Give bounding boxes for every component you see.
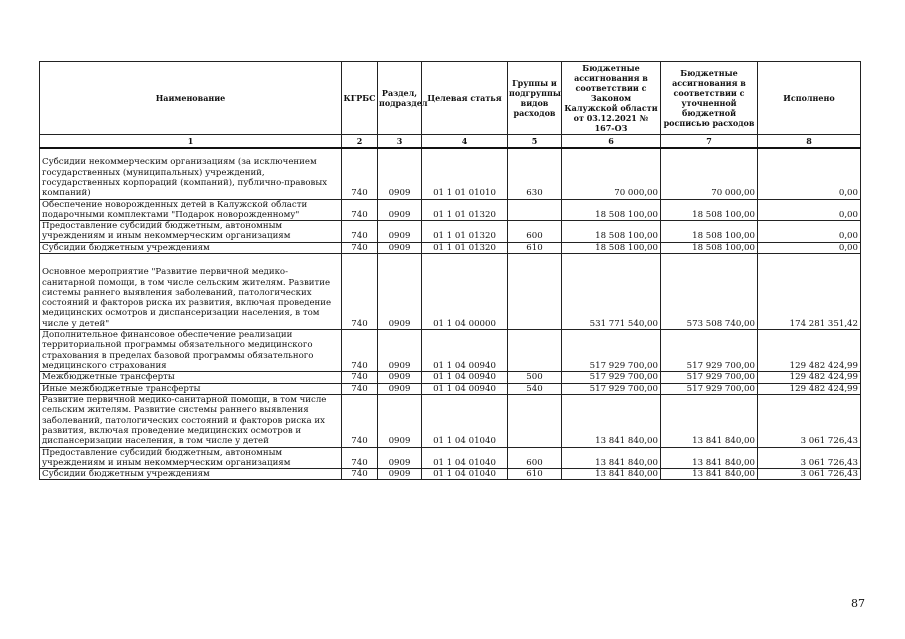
row-kgrbs: 740 xyxy=(342,447,378,469)
row-razdel: 0909 xyxy=(378,394,422,447)
row-target: 01 1 01 01320 xyxy=(422,199,508,221)
row-razdel: 0909 xyxy=(378,242,422,253)
table-row xyxy=(40,469,861,480)
header-razdel: Раздел, подраздел xyxy=(378,62,422,135)
row-group: 540 xyxy=(508,383,562,394)
row-razdel: 0909 xyxy=(378,469,422,480)
table-row xyxy=(40,372,861,383)
row-refined: 517 929 700,00 xyxy=(661,330,758,372)
row-target: 01 1 01 01320 xyxy=(422,242,508,253)
row-refined: 517 929 700,00 xyxy=(661,383,758,394)
row-name: Межбюджетные трансферты xyxy=(40,372,342,383)
column-number: 4 xyxy=(422,135,508,149)
row-refined: 70 000,00 xyxy=(661,148,758,199)
row-razdel: 0909 xyxy=(378,254,422,330)
header-kgrbs: КГРБС xyxy=(342,62,378,135)
row-law: 13 841 840,00 xyxy=(562,394,661,447)
row-refined: 13 841 840,00 xyxy=(661,447,758,469)
row-kgrbs: 740 xyxy=(342,383,378,394)
row-name: Иные межбюджетные трансферты xyxy=(40,383,342,394)
column-number: 3 xyxy=(378,135,422,149)
column-number: 2 xyxy=(342,135,378,149)
row-razdel: 0909 xyxy=(378,221,422,243)
row-group: 600 xyxy=(508,221,562,243)
column-number: 8 xyxy=(758,135,861,149)
row-done: 3 061 726,43 xyxy=(758,447,861,469)
header-row xyxy=(40,62,861,135)
row-done: 129 482 424,99 xyxy=(758,383,861,394)
table-row xyxy=(40,383,861,394)
row-done: 0,00 xyxy=(758,221,861,243)
column-number: 1 xyxy=(40,135,342,149)
row-kgrbs: 740 xyxy=(342,242,378,253)
table-row xyxy=(40,254,861,330)
row-group xyxy=(508,199,562,221)
budget-table xyxy=(39,61,861,480)
row-law: 70 000,00 xyxy=(562,148,661,199)
column-number: 6 xyxy=(562,135,661,149)
row-kgrbs: 740 xyxy=(342,394,378,447)
row-refined: 13 841 840,00 xyxy=(661,394,758,447)
row-group: 610 xyxy=(508,242,562,253)
table-row xyxy=(40,394,861,447)
page-number: 87 xyxy=(851,597,865,610)
header-refined: Бюджетные ассигнования в соответствии с уточненной бюджетной росписью расходов xyxy=(661,62,758,135)
row-refined: 18 508 100,00 xyxy=(661,221,758,243)
row-done: 0,00 xyxy=(758,199,861,221)
row-refined: 573 508 740,00 xyxy=(661,254,758,330)
row-law: 517 929 700,00 xyxy=(562,383,661,394)
row-kgrbs: 740 xyxy=(342,254,378,330)
row-kgrbs: 740 xyxy=(342,469,378,480)
row-name: Субсидии бюджетным учреждениям xyxy=(40,469,342,480)
table-row xyxy=(40,330,861,372)
row-refined: 517 929 700,00 xyxy=(661,372,758,383)
row-target: 01 1 04 00940 xyxy=(422,383,508,394)
row-razdel: 0909 xyxy=(378,148,422,199)
row-done: 0,00 xyxy=(758,148,861,199)
row-group: 610 xyxy=(508,469,562,480)
row-target: 01 1 04 01040 xyxy=(422,394,508,447)
row-kgrbs: 740 xyxy=(342,221,378,243)
row-name: Развитие первичной медико-санитарной помощи, в том числе сельским жителям. Развитие системы раннего выявления заболеваний, патологических состояний и факторов риска их развития, включая проведение медицинских осмотров и диспансеризации населения, в том числе у детей xyxy=(40,394,342,447)
row-group: 600 xyxy=(508,447,562,469)
row-done: 129 482 424,99 xyxy=(758,330,861,372)
row-refined: 18 508 100,00 xyxy=(661,199,758,221)
row-kgrbs: 740 xyxy=(342,199,378,221)
row-refined: 18 508 100,00 xyxy=(661,242,758,253)
row-group xyxy=(508,254,562,330)
header-done: Исполнено xyxy=(758,62,861,135)
row-done: 3 061 726,43 xyxy=(758,469,861,480)
row-razdel: 0909 xyxy=(378,330,422,372)
row-kgrbs: 740 xyxy=(342,372,378,383)
row-law: 531 771 540,00 xyxy=(562,254,661,330)
row-name: Дополнительное финансовое обеспечение реализации территориальной программы обязательного медицинского страхования в пределах базовой программы обязательного медицинского страхования xyxy=(40,330,342,372)
header-name: Наименование xyxy=(40,62,342,135)
row-target: 01 1 04 00940 xyxy=(422,372,508,383)
row-group: 630 xyxy=(508,148,562,199)
header-target: Целевая статья xyxy=(422,62,508,135)
row-done: 129 482 424,99 xyxy=(758,372,861,383)
row-group xyxy=(508,330,562,372)
row-law: 18 508 100,00 xyxy=(562,199,661,221)
table-row xyxy=(40,242,861,253)
row-razdel: 0909 xyxy=(378,199,422,221)
table-row xyxy=(40,148,861,199)
row-group xyxy=(508,394,562,447)
row-name: Субсидии некоммерческим организациям (за исключением государственных (муниципальных) учреждений, государственных корпораций (компаний), публично-правовых компаний) xyxy=(40,148,342,199)
row-name: Основное мероприятие "Развитие первичной медико-санитарной помощи, в том числе сельским жителям. Развитие системы раннего выявления заболеваний, патологических состояний и факторов риска их развития, включая проведение медицинских осмотров и диспансеризации населения, в том числе у детей" xyxy=(40,254,342,330)
table-row xyxy=(40,221,861,243)
row-law: 13 841 840,00 xyxy=(562,469,661,480)
row-razdel: 0909 xyxy=(378,383,422,394)
row-target: 01 1 04 01040 xyxy=(422,447,508,469)
row-law: 517 929 700,00 xyxy=(562,330,661,372)
row-target: 01 1 04 00940 xyxy=(422,330,508,372)
row-law: 18 508 100,00 xyxy=(562,242,661,253)
row-done: 0,00 xyxy=(758,242,861,253)
row-law: 13 841 840,00 xyxy=(562,447,661,469)
column-number: 7 xyxy=(661,135,758,149)
row-group: 500 xyxy=(508,372,562,383)
row-law: 517 929 700,00 xyxy=(562,372,661,383)
header-group: Группы и подгруппы видов расходов xyxy=(508,62,562,135)
row-name: Предоставление субсидий бюджетным, автономным учреждениям и иным некоммерческим организациям xyxy=(40,447,342,469)
row-kgrbs: 740 xyxy=(342,148,378,199)
table-row xyxy=(40,447,861,469)
row-target: 01 1 01 01320 xyxy=(422,221,508,243)
row-law: 18 508 100,00 xyxy=(562,221,661,243)
row-razdel: 0909 xyxy=(378,372,422,383)
table-row xyxy=(40,199,861,221)
row-kgrbs: 740 xyxy=(342,330,378,372)
row-target: 01 1 01 01010 xyxy=(422,148,508,199)
row-name: Субсидии бюджетным учреждениям xyxy=(40,242,342,253)
column-number: 5 xyxy=(508,135,562,149)
row-name: Предоставление субсидий бюджетным, автономным учреждениям и иным некоммерческим организациям xyxy=(40,221,342,243)
row-target: 01 1 04 00000 xyxy=(422,254,508,330)
row-done: 3 061 726,43 xyxy=(758,394,861,447)
column-number-row xyxy=(40,135,861,149)
row-razdel: 0909 xyxy=(378,447,422,469)
header-law: Бюджетные ассигнования в соответствии с Законом Калужской области от 03.12.2021 № 167-ОЗ xyxy=(562,62,661,135)
row-done: 174 281 351,42 xyxy=(758,254,861,330)
row-target: 01 1 04 01040 xyxy=(422,469,508,480)
row-refined: 13 841 840,00 xyxy=(661,469,758,480)
row-name: Обеспечение новорожденных детей в Калужской области подарочными комплектами "Подарок новорожденному" xyxy=(40,199,342,221)
